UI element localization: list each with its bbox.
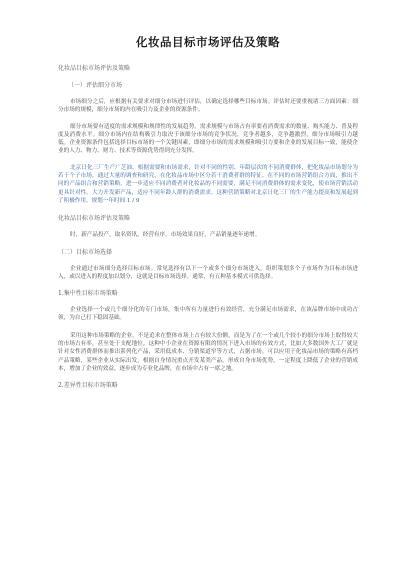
section-heading: 化妆品目标市场评估及策略 xyxy=(58,215,131,223)
paragraph: 企业选择一个或几个细分化的专门市场，集中所有力量进行有效经营，充分满足市场需求，在该品牌市场中成功占领，为自己打下稳固基础。 xyxy=(58,307,358,322)
paragraph: 细分市场要有适度的需求规模和规律性的发展趋势。需求规模与市场占有率要看消费需求的数量、购买能力、普及程度及消费水平。细分市场内在结构吸引力取决于该细分市场的竞争状况，竞争者越多，竞争越激烈，细分市场吸引力越低。企业资源条件包括选择目标市场的一个关键因素，即细分市场的需求规模和吸引力要和企业的发展目标一致，能使企业的人力、物力、财力、技术等资源优势得到充分发挥。 xyxy=(58,123,358,155)
document-title: 化妆品目标市场评估及策略 xyxy=(136,35,280,49)
section-heading: 化妆品目标市场评估及策略 xyxy=(58,65,131,72)
paragraph: 北京日化三厂生产广芝油，根据需要和市场需求，针对不同的性别、年龄层次的不同消费群体，把化妆品市场划分为若干个子市场，通过大量的调查和研究，在化妆品市场中区分若干消费者群的特征。在不同的市场营销组合方面，推出不同的产品组合和营销策略，进一步适应不同消费者对化妆品的不同需要，满足不同消费群体的需求变化，使市场营销活动更具针对性。大力开发新产品，适应不同年龄人群的消费需求。这种营销策略对北京日化三厂的生产能力提高和发展起到了积极作用。规划一年时间 1 / 9 xyxy=(58,164,358,204)
paragraph: 采用这种市场策略的企业，不是追求在整体市场上占有较大份额，而是为了在一个或几个较小的细分市场上取得较大的市场占有率，甚至处于支配地位。这种中小企业在资源有限的情况下进入市场的有效方式，比如大多数国外大工厂就是针对女性消费群体而推出系列化产品，采用低成本、分销渠道窄等方式，占据市场。可以应用于化妆品市场的策略有高档产品策略，某些企业从实际出发，根据自身情况重点开发某类产品，形成自身市场优势，一定程度上降低了企业的营销成本，增加了企业的效益，逐步成为专业化品牌，在市场中占有一席之地。 xyxy=(58,332,358,372)
paragraph: 市场细分之后，应根据有关要求对细分市场进行评估，以确定选择哪些目标市场。评估时还要重视诸三方面因素：细分市场的规模，细分市场的内在吸引力及企业的资源条件。 xyxy=(58,99,358,114)
subheading: （二）目标市场选择 xyxy=(58,248,113,256)
subheading: 1.集中性目标市场策略 xyxy=(58,290,118,298)
subheading: （一）评估细分市场 xyxy=(68,82,123,89)
subheading: 2.差异性目标市场策略 xyxy=(58,382,118,390)
paragraph: 时，新产品投产，取名资讯，经营有序，市场效果良好，产品销量逐年递增。 xyxy=(70,232,261,239)
paragraph: 企业通过市场细分选择目标市场。常见选择有以下一个或多个细分市场进入，组织策划多个子市场作为目标市场进入，或以进入的程度加以划分，这就是目标市场选择。通常，有五种基本模式可供选择。 xyxy=(58,265,358,280)
